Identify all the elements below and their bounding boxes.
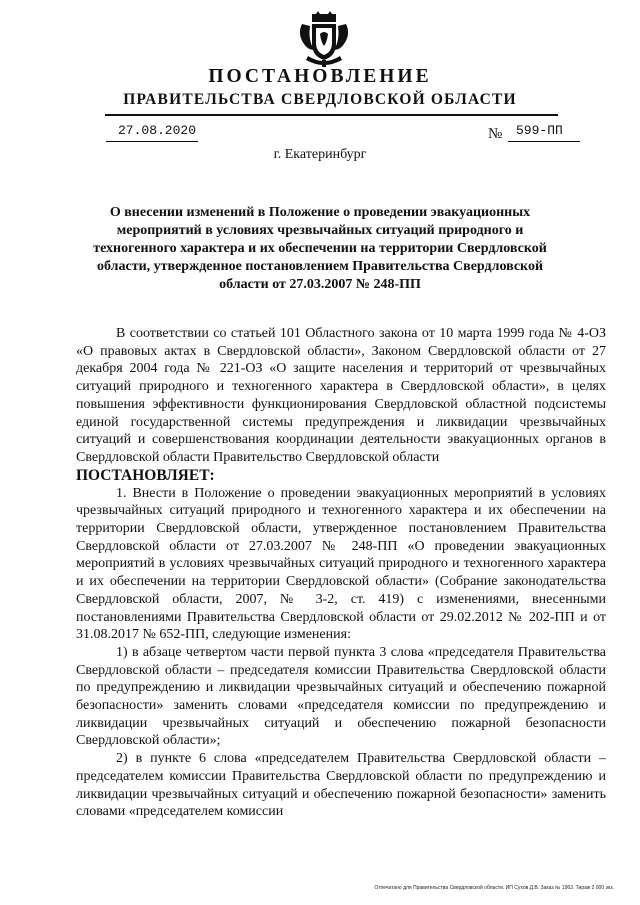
item-1-paragraph: 1. Внести в Положение о проведении эвакуационных мероприятий в условиях чрезвычайных ситуаций природного и техногенного характера и их обеспечении на территории Свердловской области, утвержденное постановлением Правительства Свердловской области от 27.03.2007 № 248-ПП «О проведении эвакуационных мероприятий в условиях чрезвычайных ситуаций природного и техногенного характера и их обеспечении на территории Свердловской области» (Собрание законодательства Свердловской области, 2007, № 3-2, ст. 419) с изменениями, внесенными постановлениями Правительства Свердловской области от 29.02.2012 № 202-ПП и от 31.08.2017 № 652-ПП, следующие изменения:: [76, 485, 606, 643]
issuing-authority: ПРАВИТЕЛЬСТВА СВЕРДЛОВСКОЙ ОБЛАСТИ: [123, 91, 517, 108]
header-divider: [105, 114, 558, 116]
document-city: г. Екатеринбург: [273, 147, 367, 162]
coat-of-arms-icon: [296, 10, 352, 68]
document-body: [76, 325, 606, 821]
date-underline: [106, 141, 198, 142]
document-title: ПОСТАНОВЛЕНИЕ: [208, 66, 432, 87]
subitem-1-paragraph: 1) в абзаце четвертом части первой пункта 3 слова «председателя Правительства Свердловской области – председателя комиссии Правительства Свердловской области по предупреждению и ликвидации чрезвычайных ситуаций и обеспечению пожарной безопасности» заменить словами «председателя комиссии по предупреждению и ликвидации чрезвычайных ситуаций и обеспечению пожарной безопасности Свердловской области»;: [76, 644, 606, 749]
print-footer: Отпечатано для Правительства Свердловской области. ИП Сухов Д.В. Заказ № 1963. Тираж 2 000 экз.: [374, 885, 614, 891]
document-date: 27.08.2020: [118, 123, 197, 138]
document-number: 599-ПП: [516, 123, 563, 138]
preamble-paragraph: В соответствии со статьей 101 Областного закона от 10 марта 1999 года № 4-ОЗ «О правовых актах в Свердловской области», Законом Свердловской области от 27 декабря 2004 года № 221-ОЗ «О защите населения и территорий от чрезвычайных ситуаций природного и техногенного характера в Свердловской области», в целях повышения эффективности функционирования Свердловской областной подсистемы единой государственной системы предупреждения и ликвидации чрезвычайных ситуаций и совершенствования координации деятельности эвакуационных органов в Свердловской области Правительство Свердловской области: [76, 326, 606, 465]
subitem-2-paragraph: 2) в пункте 6 слова «председателем Правительства Свердловской области – председателем комиссии Правительства Свердловской области по предупреждению и ликвидации чрезвычайных ситуаций и обеспечению пожарной безопасности» заменить словами «председателем комиссии: [76, 751, 606, 820]
document-heading: О внесении изменений в Положение о проведении эвакуационных мероприятий в условиях чрезвычайных ситуаций природного и техногенного характера и их обеспечении на территории Свердловской области, утвержденное постановлением Правительства Свердловской области от 27.03.2007 № 248-ПП: [93, 205, 547, 292]
number-underline: [508, 141, 580, 142]
number-sign: №: [488, 126, 503, 142]
decree-word: ПОСТАНОВЛЯЕТ:: [76, 466, 215, 484]
